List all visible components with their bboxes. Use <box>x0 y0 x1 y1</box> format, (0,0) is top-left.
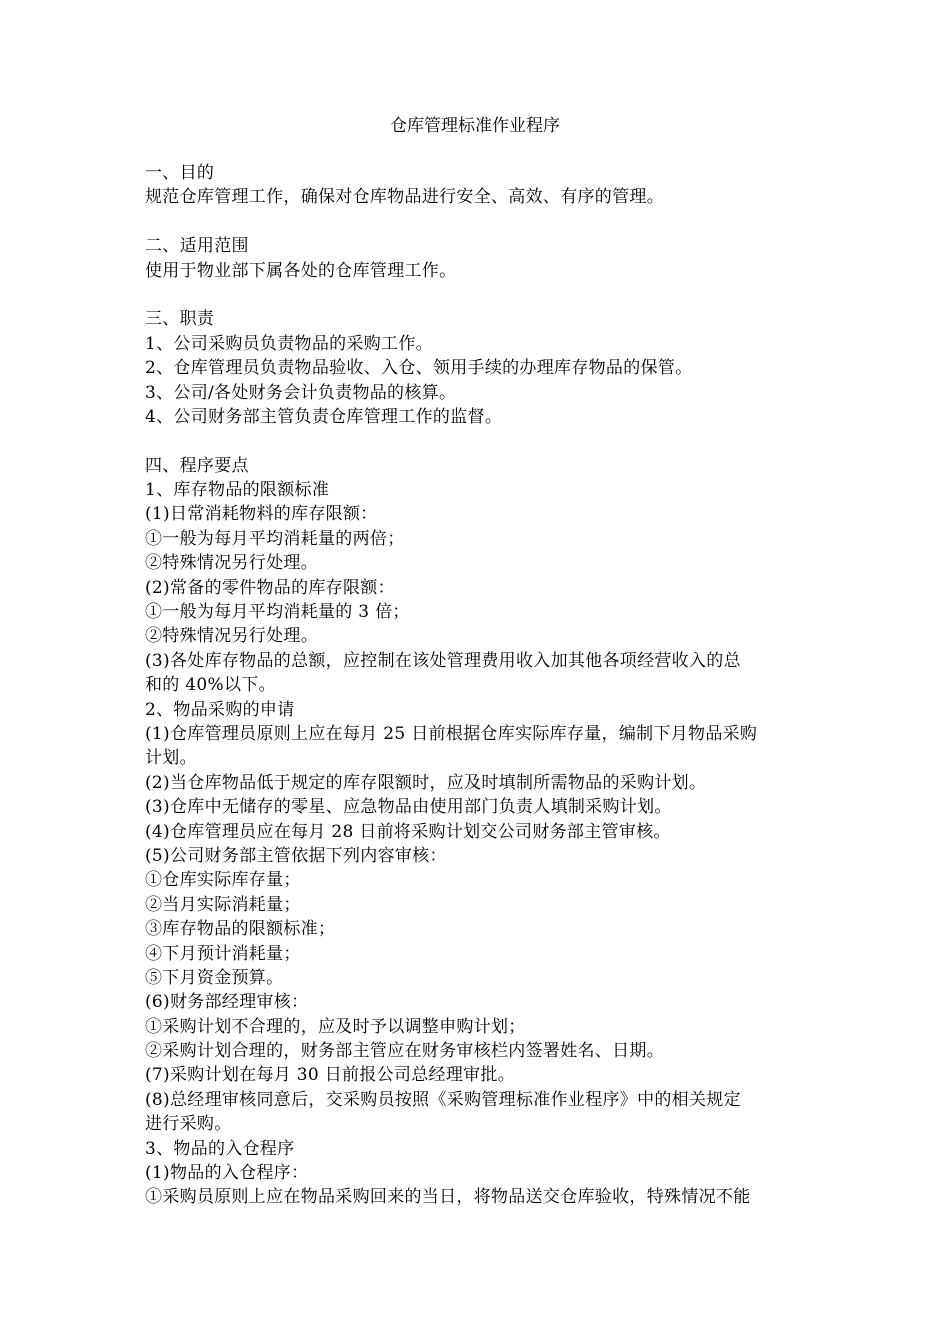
paragraph-line: 规范仓库管理工作，确保对仓库物品进行安全、高效、有序的管理。 <box>145 187 664 208</box>
list-item: 2、仓库管理员负责物品验收、入仓、领用手续的办理库存物品的保管。 <box>145 358 693 379</box>
section-heading: 一、目的 <box>145 163 215 183</box>
list-item: 4、公司财务部主管负责仓库管理工作的监督。 <box>145 406 503 427</box>
list-item-continuation: 进行采购。 <box>145 1114 232 1135</box>
list-item: (1)物品的入仓程序： <box>145 1163 309 1184</box>
list-item: ①采购员原则上应在物品采购回来的当日，将物品送交仓库验收，特殊情况不能 <box>145 1187 751 1208</box>
list-item: 1、公司采购员负责物品的采购工作。 <box>145 333 433 354</box>
list-item: (2)常备的零件物品的库存限额： <box>145 577 395 598</box>
list-item: (6)财务部经理审核： <box>145 992 309 1013</box>
list-item: ①一般为每月平均消耗量的两倍； <box>145 528 405 549</box>
list-item: ⑤下月资金预算。 <box>145 967 284 988</box>
section-heading: 二、适用范围 <box>145 236 249 257</box>
list-item: (5)公司财务部主管依据下列内容审核： <box>145 845 447 866</box>
list-item: (3)仓库中无储存的零星、应急物品由使用部门负责人填制采购计划。 <box>145 797 672 818</box>
list-item: ①仓库实际库存量； <box>145 870 301 891</box>
list-item: ②特殊情况另行处理。 <box>145 553 318 574</box>
section-heading: 三、职责 <box>145 309 215 330</box>
list-item-continuation: 和的 40%以下。 <box>145 675 276 696</box>
list-item: ①采购计划不合理的，应及时予以调整申购计划； <box>145 1016 526 1037</box>
section-heading: 四、程序要点 <box>145 455 249 476</box>
paragraph-line: 使用于物业部下属各处的仓库管理工作。 <box>145 260 457 281</box>
list-item: ③库存物品的限额标准； <box>145 919 336 940</box>
list-item: (3)各处库存物品的总额，应控制在该处管理费用收入加其他各项经营收入的总 <box>145 650 741 671</box>
subsection-heading: 1、库存物品的限额标准 <box>145 480 330 501</box>
list-item: (8)总经理审核同意后，交采购员按照《采购管理标准作业程序》中的相关规定 <box>145 1089 741 1110</box>
blank-line <box>145 283 815 307</box>
list-item: ②特殊情况另行处理。 <box>145 626 318 647</box>
list-item: (4)仓库管理员应在每月 28 日前将采购计划交公司财务部主管审核。 <box>145 821 671 842</box>
list-item: (1)日常消耗物料的库存限额： <box>145 504 378 525</box>
blank-line <box>145 429 815 453</box>
list-item: (7)采购计划在每月 30 日前报公司总经理审批。 <box>145 1065 516 1086</box>
list-item: (1)仓库管理员原则上应在每月 25 日前根据仓库实际库存量，编制下月物品采购 <box>145 723 758 744</box>
list-item: ②当月实际消耗量； <box>145 894 301 915</box>
list-item: ①一般为每月平均消耗量的 3 倍； <box>145 602 410 623</box>
list-item: 3、公司/各处财务会计负责物品的核算。 <box>145 382 457 403</box>
list-item: (2)当仓库物品低于规定的库存限额时，应及时填制所需物品的采购计划。 <box>145 772 707 793</box>
subsection-heading: 3、物品的入仓程序 <box>145 1138 295 1159</box>
list-item: ④下月预计消耗量； <box>145 943 301 964</box>
document-body <box>145 161 815 1210</box>
list-item-continuation: 计划。 <box>145 748 197 769</box>
subsection-heading: 2、物品采购的申请 <box>145 699 295 720</box>
document-title: 仓库管理标准作业程序 <box>390 116 560 136</box>
list-item: ②采购计划合理的，财务部主管应在财务审核栏内签署姓名、日期。 <box>145 1041 664 1062</box>
blank-line <box>145 210 815 234</box>
